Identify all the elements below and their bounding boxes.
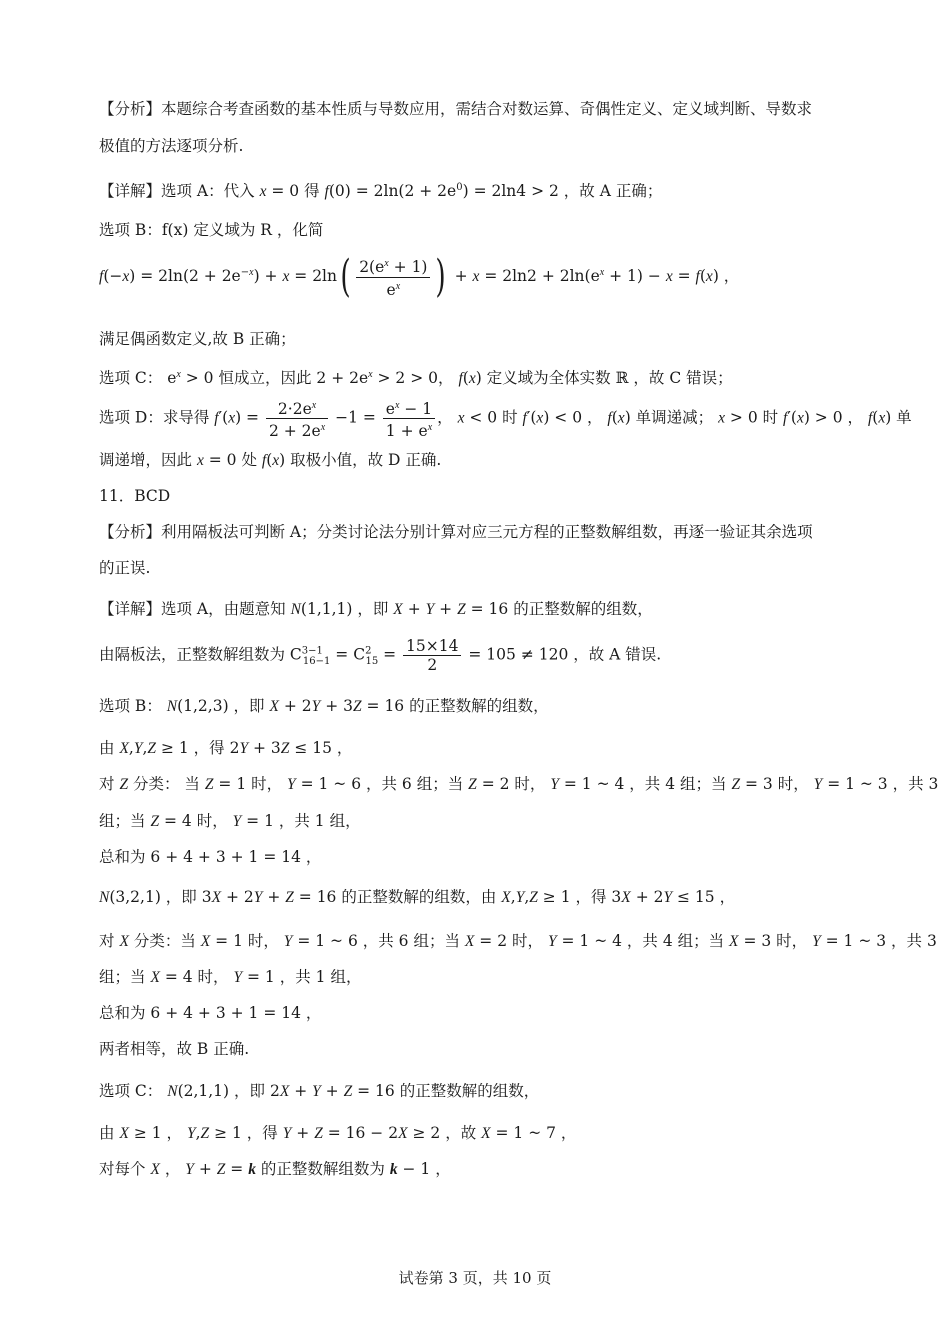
option-d-line-2: 调递增，因此 x = 0 处 f(x) 取极小值，故 D 正确.	[99, 451, 442, 469]
q11-option-b-sum: 总和为 6 + 4 + 3 + 1 = 14 ，	[99, 848, 322, 866]
q11-option-b-second: N(3,2,1) ，即 3X + 2Y + Z = 16 的正整数解的组数，由 X,Y,Z ≥ 1 ，得 3X + 2Y ≤ 15 ，	[99, 888, 736, 906]
question-11-answer: 11．BCD	[99, 487, 171, 505]
analysis-paragraph-line-1: 【分析】本题综合考查函数的基本性质与导数应用，需结合对数运算、奇偶性定义、定义域判断、导数求	[99, 100, 813, 118]
option-b-conclusion: 满足偶函数定义,故 B 正确；	[99, 330, 296, 348]
analysis-paragraph-line-2: 极值的方法逐项分析.	[99, 137, 244, 155]
q11-option-b-xcases-1: 对 X 分类：当 X = 1 时， Y = 1 ~ 6 ，共 6 组；当 X = 2 时， Y = 1 ~ 4 ，共 4 组；当 X = 3 时， Y = 1 ~ 3 ，共 3	[99, 932, 937, 950]
q11-option-c-intro: 选项 C： N(2,1,1) ，即 2X + Y + Z = 16 的正整数解的组数，	[99, 1082, 540, 1100]
q11-option-b-cases-2: 组；当 Z = 4 时， Y = 1 ，共 1 组，	[99, 812, 361, 830]
q11-option-a-calc: 由隔板法，正整数解组数为 $C^{3-1}_{16-1} = C^2_{15}$ = $\frac{15\times 14}{2}$ = 105 ≠ 120 ，故 A 错误.	[99, 637, 662, 674]
q11-option-b-conclusion: 两者相等，故 B 正确.	[99, 1040, 250, 1058]
q11-analysis-line-1: 【分析】利用隔板法可判断 A；分类讨论法分别计算对应三元方程的正整数解组数，再逐一验证其余选项	[99, 523, 813, 541]
option-c-line: 选项 C： $e^x > 0$ 恒成立，因此 $2 + 2e^x > 2 > 0$， f(x) 定义域为全体实数 ℝ ，故 C 错误；	[99, 369, 733, 388]
q11-option-b-intro: 选项 B： N(1,2,3) ，即 X + 2Y + 3Z = 16 的正整数解的组数，	[99, 697, 549, 715]
q11-option-a: 【详解】选项 A，由题意知 N(1,1,1) ，即 X + Y + Z = 16 的正整数解的组数，	[99, 600, 653, 618]
option-b-intro: 选项 B：f(x) 定义域为 R ，化简	[99, 221, 324, 239]
q11-option-b-sum-2: 总和为 6 + 4 + 3 + 1 = 14 ，	[99, 1004, 322, 1022]
q11-option-b-xcases-2: 组；当 X = 4 时， Y = 1 ，共 1 组，	[99, 968, 362, 986]
q11-option-b-cases-1: 对 Z 分类： 当 Z = 1 时， Y = 1 ~ 6 ，共 6 组；当 Z = 2 时， Y = 1 ~ 4 ，共 4 组；当 Z = 3 时， Y = 1 ~ 3 ，共 3	[99, 775, 939, 793]
option-b-formula: $f(-x) = 2\ln(2 + 2e^{-x}) + x = 2\ln$( $\frac{2(e^x + 1)}{e^x}$ ) + $x = 2\ln 2 + 2\ln(e^x + 1) - x = f(x)$ ，	[99, 251, 740, 302]
q11-option-c-count: 对每个 X ， Y + Z = k 的正整数解组数为 k − 1 ，	[99, 1160, 451, 1178]
q11-analysis-line-2: 的正误.	[99, 559, 151, 577]
detail-option-a: 【详解】选项 A：代入 x = 0 得 $f(0) = 2\ln(2 + 2e^0) = 2\ln 4 > 2$ ，故 A 正确；	[99, 182, 663, 201]
page-footer: 试卷第 3 页，共 10 页	[398, 1269, 552, 1287]
q11-option-c-constraint: 由 X ≥ 1 ， Y,Z ≥ 1 ，得 Y + Z = 16 − 2X ≥ 2 ，故 X = 1 ~ 7 ，	[99, 1124, 577, 1142]
q11-option-b-constraint: 由 X,Y,Z ≥ 1 ，得 2Y + 3Z ≤ 15 ，	[99, 739, 353, 757]
option-d-line-1: 选项 D：求导得 f′(x) = $\frac{2\cdot 2e^x}{2 + 2e^x}$ −1 = $\frac{e^x - 1}{1 + e^x}$ ， x < 0 时 f′(x) < 0 ， f(x) 单调递减； x > 0 时 f′(x) > 0 ， f(x) 单	[99, 397, 860, 440]
